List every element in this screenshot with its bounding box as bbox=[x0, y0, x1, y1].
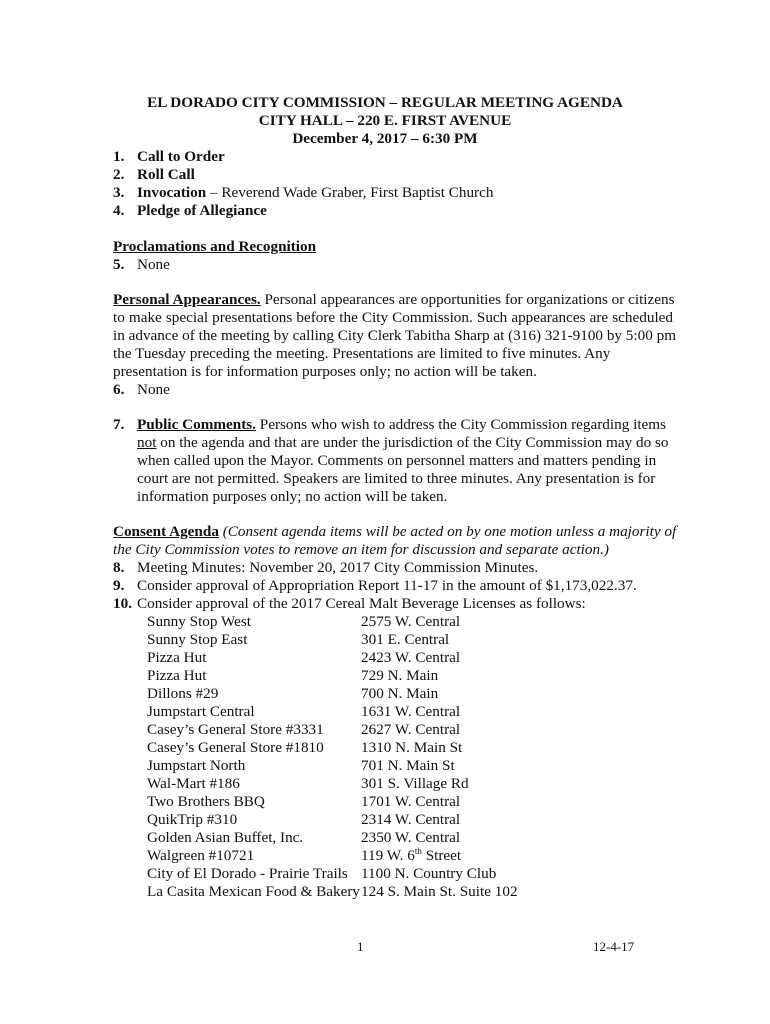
license-address: 1310 N. Main St bbox=[361, 739, 463, 756]
license-name: Wal-Mart #186 bbox=[147, 775, 240, 792]
personal-appearances-heading: Personal Appearances. bbox=[113, 291, 261, 308]
license-address: 301 S. Village Rd bbox=[361, 775, 469, 792]
consent-agenda-line: Consent Agenda (Consent agenda items will be acted on by one motion unless a majority of bbox=[113, 523, 677, 540]
license-address: 1701 W. Central bbox=[361, 793, 461, 810]
license-address: 2423 W. Central bbox=[361, 649, 461, 666]
personal-appearances-line: Personal Appearances. Personal appearances are opportunities for organizations or citizens bbox=[113, 291, 675, 308]
personal-appearances-line: in advance of the meeting by calling City Clerk Tabitha Sharp at (316) 321-9100 by 5:00 pm bbox=[113, 327, 677, 344]
public-comments-line: Public Comments. Persons who wish to address the City Commission regarding items bbox=[137, 416, 667, 433]
invocation-detail: – Reverend Wade Graber, First Baptist Church bbox=[206, 184, 494, 201]
license-name: Dillons #29 bbox=[147, 685, 219, 702]
item-number: 2. bbox=[113, 166, 125, 183]
license-address: 1631 W. Central bbox=[361, 703, 461, 720]
license-address: 301 E. Central bbox=[361, 631, 450, 648]
item-number: 6. bbox=[113, 381, 125, 398]
consent-item-minutes: Meeting Minutes: November 20, 2017 City Commission Minutes. bbox=[137, 559, 539, 576]
license-address: 2575 W. Central bbox=[361, 613, 461, 630]
license-name: Casey’s General Store #1810 bbox=[147, 739, 324, 756]
license-address: 2350 W. Central bbox=[361, 829, 461, 846]
consent-agenda-note: the City Commission votes to remove an item for discussion and separate action.) bbox=[113, 541, 609, 558]
license-name: La Casita Mexican Food & Bakery bbox=[147, 883, 360, 900]
public-comments-line: not on the agenda and that are under the jurisdiction of the City Commission may do so bbox=[137, 434, 669, 451]
license-name: Pizza Hut bbox=[147, 667, 207, 684]
public-comments-line: when called upon the Mayor. Comments on personnel matters and matters pending in bbox=[137, 452, 657, 469]
license-name: Casey’s General Store #3331 bbox=[147, 721, 324, 738]
public-comments-heading: Public Comments. bbox=[137, 416, 256, 433]
not-emphasis: not bbox=[137, 434, 157, 451]
license-address: 700 N. Main bbox=[361, 685, 439, 702]
consent-agenda-heading: Consent Agenda bbox=[113, 523, 219, 540]
item-invocation bbox=[137, 184, 493, 202]
consent-item-appropriation: Consider approval of Appropriation Report 11-17 in the amount of $1,173,022.37. bbox=[137, 577, 637, 594]
license-address: 729 N. Main bbox=[361, 667, 439, 684]
invocation-label: Invocation bbox=[137, 184, 207, 201]
license-address: 1100 N. Country Club bbox=[361, 865, 497, 882]
license-address: 2314 W. Central bbox=[361, 811, 461, 828]
license-name: Pizza Hut bbox=[147, 649, 207, 666]
license-name: Sunny Stop East bbox=[147, 631, 248, 648]
license-address: 2627 W. Central bbox=[361, 721, 461, 738]
agenda-title: EL DORADO CITY COMMISSION – REGULAR MEETING AGENDA bbox=[147, 94, 623, 111]
item-number: 4. bbox=[113, 202, 125, 219]
page-number: 1 bbox=[357, 939, 364, 954]
item-number: 10. bbox=[113, 595, 132, 612]
personal-appearances-text: None bbox=[137, 381, 170, 398]
license-name: Jumpstart North bbox=[147, 757, 246, 774]
item-number: 3. bbox=[113, 184, 125, 201]
item-roll-call: Roll Call bbox=[137, 166, 195, 183]
license-name: Jumpstart Central bbox=[147, 703, 255, 720]
personal-appearances-line: the Tuesday preceding the meeting. Presentations are limited to five minutes. Any bbox=[113, 345, 611, 362]
license-address: 124 S. Main St. Suite 102 bbox=[361, 883, 518, 900]
personal-appearances-line: to make special presentations before the City Commission. Such appearances are scheduled bbox=[113, 309, 673, 326]
proclamations-text: None bbox=[137, 256, 170, 273]
license-name: Two Brothers BBQ bbox=[147, 793, 265, 810]
license-address: 119 W. 6th Street bbox=[361, 846, 462, 864]
item-number: 7. bbox=[113, 416, 125, 433]
item-pledge: Pledge of Allegiance bbox=[137, 202, 267, 219]
license-name: Golden Asian Buffet, Inc. bbox=[147, 829, 304, 846]
public-comments-line: court are not permitted. Speakers are limited to three minutes. Any presentation is for bbox=[137, 470, 656, 487]
license-address: 701 N. Main St bbox=[361, 757, 455, 774]
item-call-to-order: Call to Order bbox=[137, 148, 225, 165]
personal-appearances-line: presentation is for information purposes only; no action will be taken. bbox=[113, 363, 537, 380]
item-number: 5. bbox=[113, 256, 125, 273]
item-number: 1. bbox=[113, 148, 125, 165]
item-number: 9. bbox=[113, 577, 125, 594]
agenda-location: CITY HALL – 220 E. FIRST AVENUE bbox=[258, 112, 512, 129]
license-name: Walgreen #10721 bbox=[147, 847, 255, 864]
agenda-datetime: December 4, 2017 – 6:30 PM bbox=[292, 130, 478, 147]
proclamations-heading: Proclamations and Recognition bbox=[113, 238, 317, 255]
item-number: 8. bbox=[113, 559, 125, 576]
consent-item-licenses: Consider approval of the 2017 Cereal Malt Beverage Licenses as follows: bbox=[137, 595, 586, 612]
public-comments-line: information purposes only; no action will be taken. bbox=[137, 488, 448, 505]
license-name: QuikTrip #310 bbox=[147, 811, 238, 828]
footer-date-code: 12-4-17 bbox=[593, 939, 635, 954]
license-name: Sunny Stop West bbox=[147, 613, 251, 630]
license-name: City of El Dorado - Prairie Trails bbox=[147, 865, 348, 882]
